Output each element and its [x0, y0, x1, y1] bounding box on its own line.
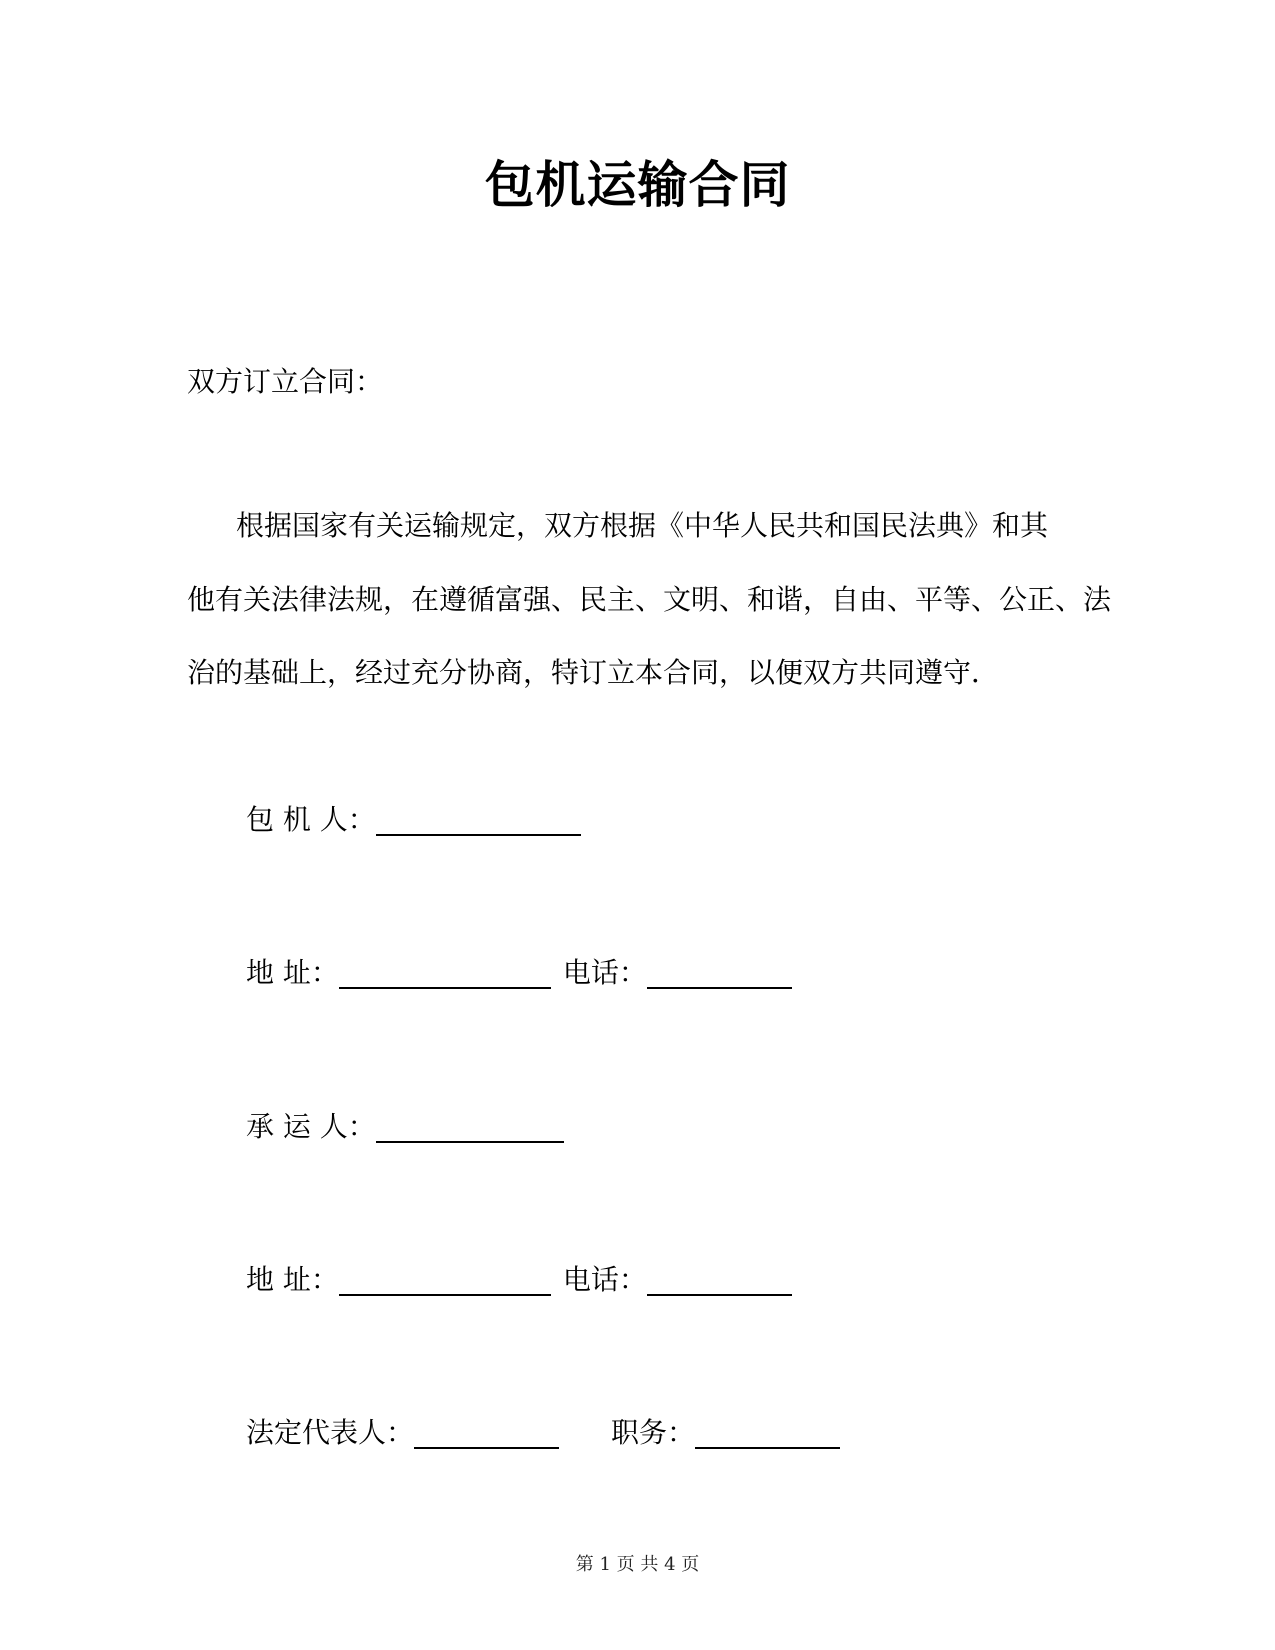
- legal-rep-blank[interactable]: [414, 1417, 559, 1449]
- address-blank-1[interactable]: [339, 957, 551, 989]
- charterer-blank[interactable]: [376, 804, 581, 836]
- carrier-row: [246, 1107, 564, 1147]
- address-row-1: [246, 953, 792, 993]
- greeting-text: 双方订立合同：: [187, 365, 384, 398]
- legal-rep-label: 法定代表人：: [246, 1416, 415, 1449]
- address-label-1: 地 址：: [246, 956, 339, 989]
- address-blank-2[interactable]: [339, 1264, 551, 1296]
- paragraph-line-2: 他有关法律法规，在遵循富强、民主、文明、和谐，自由、平等、公正、法: [187, 583, 1112, 616]
- phone-label-1: 电话：: [562, 956, 647, 989]
- charterer-label: 包 机 人：: [246, 803, 376, 836]
- page-footer: 第 1 页 共 4 页: [575, 1554, 700, 1575]
- phone-blank-1[interactable]: [647, 957, 792, 989]
- carrier-blank[interactable]: [376, 1111, 564, 1143]
- page-title: 包机运输合同: [484, 156, 791, 214]
- position-blank[interactable]: [695, 1417, 840, 1449]
- phone-blank-2[interactable]: [647, 1264, 792, 1296]
- phone-label-2: 电话：: [562, 1263, 647, 1296]
- charterer-row: [246, 800, 581, 840]
- paragraph-line-1: 根据国家有关运输规定，双方根据《中华人民共和国民法典》和其: [236, 509, 1049, 542]
- carrier-label: 承 运 人：: [246, 1110, 376, 1143]
- position-label: 职务：: [611, 1416, 696, 1449]
- paragraph-line-3: 治的基础上，经过充分协商，特订立本合同，以便双方共同遵守．: [187, 656, 1000, 689]
- address-label-2: 地 址：: [246, 1263, 339, 1296]
- legal-rep-row: [246, 1413, 840, 1453]
- address-row-2: [246, 1260, 792, 1300]
